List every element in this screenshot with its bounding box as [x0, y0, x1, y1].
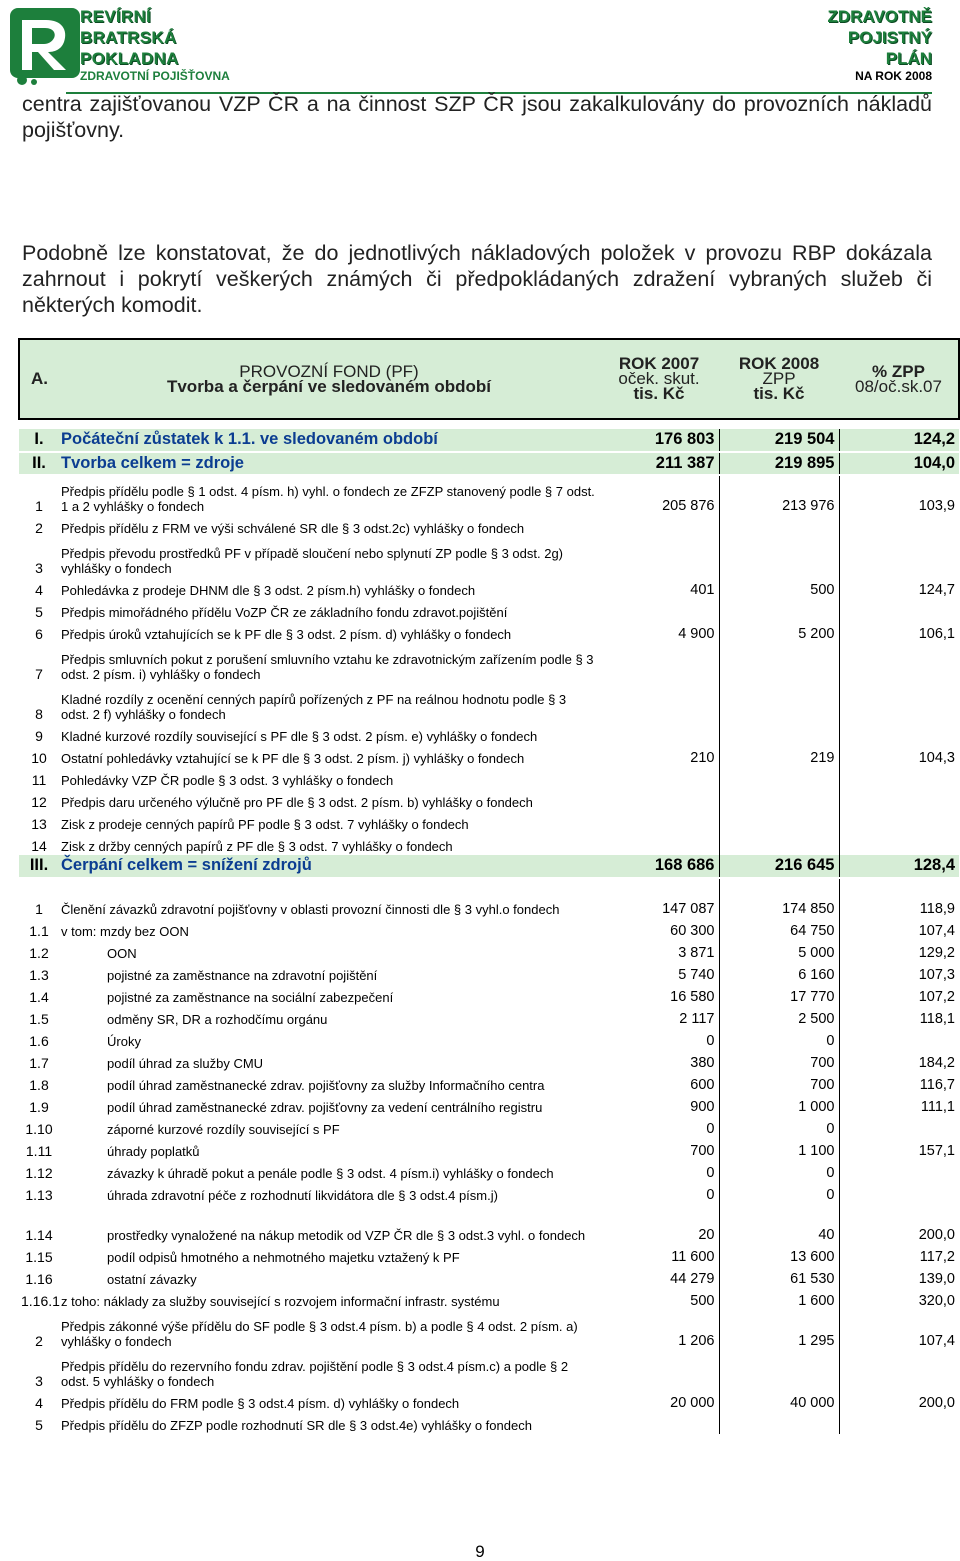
row-label: prostředky vynaložené na nákup metodik od VZP ČR dle § 3 odst.3 vyhl. o fondech: [107, 1228, 586, 1243]
table-row: [19, 811, 959, 833]
row-number: 3: [35, 1373, 43, 1389]
value-percent: [839, 789, 959, 811]
row-number: III.: [19, 855, 59, 878]
value-percent: 200,0: [839, 1204, 959, 1244]
value-2008: [719, 537, 839, 577]
row-number: 1.7: [29, 1055, 49, 1071]
value-2008: 1 100: [719, 1138, 839, 1160]
value-percent: 104,3: [839, 745, 959, 767]
value-2007: 3 871: [678, 945, 715, 961]
table-row: [19, 1350, 959, 1390]
value-percent: [839, 767, 959, 789]
row-label: záporné kurzové rozdíly související s PF: [107, 1122, 340, 1137]
table-row: [19, 767, 959, 789]
row-label: OON: [107, 946, 137, 961]
table-row: [19, 621, 959, 643]
value-2008: 219 504: [719, 429, 839, 452]
row-number: 1.4: [29, 989, 49, 1005]
value-percent: [839, 643, 959, 683]
table-row: [19, 515, 959, 537]
value-2008: [719, 789, 839, 811]
row-number: 1: [35, 498, 43, 514]
row-label: Předpis mimořádného přídělu VoZP ČR ze základního fondu zdravot.pojištění: [61, 605, 508, 620]
value-2007: 211 387: [599, 452, 719, 475]
value-2007: 16 580: [670, 989, 715, 1005]
value-2007: [599, 789, 719, 811]
value-percent: [839, 683, 959, 723]
row-label: Předpis přídělu z FRM ve výši schválené SR dle § 3 odst.2c) vyhlášky o fondech: [61, 521, 525, 536]
value-2007: 168 686: [599, 855, 719, 878]
row-number: 5: [35, 604, 43, 620]
value-2008: 5 200: [719, 621, 839, 643]
value-2007: [599, 767, 719, 789]
table-row: [19, 475, 959, 515]
row-label: Ostatní pohledávky vztahující se k PF dle § 3 odst. 2 písm. j) vyhlášky o fondech: [61, 751, 525, 766]
value-2007: 401: [690, 582, 715, 598]
value-2007: 4 900: [678, 626, 715, 642]
value-2007: 0: [706, 1033, 715, 1049]
table-row: [19, 833, 959, 855]
value-2008: 40 000: [719, 1390, 839, 1412]
table-gap: [19, 419, 959, 429]
value-2007: [599, 643, 719, 683]
value-2008: 1 000: [719, 1094, 839, 1116]
value-percent: [839, 537, 959, 577]
row-label: Předpis úroků vztahujících se k PF dle § 3 odst. 2 písm. d) vyhlášky o fondech: [61, 627, 512, 642]
paragraph-continued: centra zajišťovanou VZP ČR a na činnost SZP ČR jsou zakalkulovány do provozních nákladů pojišťovny.: [22, 92, 932, 142]
value-percent: 128,4: [839, 855, 959, 878]
row-number: I.: [19, 429, 59, 452]
row-number: 9: [35, 728, 43, 744]
row-label: Předpis převodu prostředků PF v případě sloučení nebo splynutí ZP podle § 3 odst. 2g) vyhlášky o fondech: [61, 546, 564, 576]
table-row: [19, 1390, 959, 1412]
row-number: 1: [35, 901, 43, 917]
row-label: v tom: mzdy bez OON: [61, 924, 189, 939]
value-2007: 900: [690, 1099, 715, 1115]
row-label: Předpis přídělu do rezervního fondu zdrav. pojištění podle § 3 odst.4 písm.c) a podle § 2 odst. 5 vyhlášky o fondech: [61, 1359, 569, 1389]
header-2007: ROK 2007 oček. skut. tis. Kč: [599, 339, 719, 419]
value-2008: 61 530: [719, 1266, 839, 1288]
table-row: [19, 1182, 959, 1204]
row-number: 1.1: [29, 923, 49, 939]
value-percent: 124,7: [839, 577, 959, 599]
value-percent: [839, 1028, 959, 1050]
value-2007: 176 803: [599, 429, 719, 452]
value-percent: 103,9: [839, 475, 959, 515]
row-label: Kladné rozdíly z ocenění cenných papírů pořízených z PF na reálnou hodnotu podle § 3 odst. 2 f) vyhlášky o fondech: [61, 692, 567, 722]
table-row: [19, 577, 959, 599]
value-2007: 500: [690, 1293, 715, 1309]
row-number: 1.16: [25, 1271, 53, 1287]
row-number: 1.8: [29, 1077, 49, 1093]
page-number: 9: [475, 1542, 485, 1561]
value-2007: 205 876: [662, 498, 715, 514]
value-2008: 5 000: [719, 940, 839, 962]
row-number: 11: [31, 772, 47, 788]
row-label: odměny SR, DR a rozhodčímu orgánu: [107, 1012, 328, 1027]
row-label: Pohledávka z prodeje DHNM dle § 3 odst. 2 písm.h) vyhlášky o fondech: [61, 583, 476, 598]
row-label: Předpis daru určeného výlučně pro PF dle § 3 odst. 2 písm. b) vyhlášky o fondech: [61, 795, 533, 810]
row-label: Předpis zákonné výše přídělu do SF podle § 3 odst.4 písm. b) a podle § 4 odst. 2 písm. a) vyhlášky o fondech: [61, 1319, 578, 1349]
row-label: úhrady poplatků: [107, 1144, 200, 1159]
row-label: pojistné za zaměstnance na sociální zabezpečení: [107, 990, 394, 1005]
value-2008: 2 500: [719, 1006, 839, 1028]
row-number: 1.15: [25, 1249, 53, 1265]
value-2007: 600: [690, 1077, 715, 1093]
value-percent: 111,1: [839, 1094, 959, 1116]
row-number: 1.2: [29, 945, 49, 961]
row-number: 2: [35, 520, 43, 536]
row-number: 8: [35, 706, 43, 722]
row-number: 1.14: [25, 1227, 53, 1243]
table-section-row: [19, 429, 959, 452]
value-2008: 64 750: [719, 918, 839, 940]
table-row: [19, 1138, 959, 1160]
value-2007: 380: [690, 1055, 715, 1071]
value-2007: 11 600: [671, 1249, 715, 1265]
row-label: podíl úhrad zaměstnanecké zdrav. pojišťovny za vedení centrálního registru: [107, 1100, 543, 1115]
value-2008: 1 600: [719, 1288, 839, 1310]
value-percent: 104,0: [839, 452, 959, 475]
value-percent: [839, 1160, 959, 1182]
table-row: [19, 1072, 959, 1094]
table-row: [19, 1094, 959, 1116]
value-2007: 1 206: [678, 1333, 715, 1349]
header-code: A.: [19, 339, 59, 419]
row-label: Tvorba celkem = zdroje: [59, 452, 599, 475]
row-number: 13: [31, 816, 47, 832]
value-2007: [599, 683, 719, 723]
table-row: [19, 745, 959, 767]
value-percent: [839, 1182, 959, 1204]
value-2007: 210: [690, 750, 715, 766]
value-2008: 0: [719, 1160, 839, 1182]
row-label: ostatní závazky: [107, 1272, 197, 1287]
table-row: [19, 1006, 959, 1028]
row-number: 4: [35, 582, 43, 598]
row-number: 1.3: [29, 967, 49, 983]
row-label: podíl úhrad zaměstnanecké zdrav. pojišťovny za služby Informačního centra: [107, 1078, 545, 1093]
row-label: Předpis smluvních pokut z porušení smluvního vztahu ke zdravotnickým zařízením podle § 3 odst. 2 písm. i) vyhlášky o fondech: [61, 652, 594, 682]
value-percent: [839, 833, 959, 855]
row-label: Předpis přídělu podle § 1 odst. 4 písm. h) vyhl. o fondech ze ZFZP stanovený podle § 7 odst. 1 a 2 vyhlášky o fondech: [61, 484, 595, 514]
value-2007: [599, 515, 719, 537]
value-percent: 129,2: [839, 940, 959, 962]
value-2008: 1 295: [719, 1310, 839, 1350]
value-2008: [719, 599, 839, 621]
value-2008: 219: [719, 745, 839, 767]
row-label: Členění závazků zdravotní pojišťovny v oblasti provozní činnosti dle § 3 vyhl.o fondech: [61, 902, 560, 917]
row-number: 1.12: [25, 1165, 53, 1181]
value-percent: [839, 1350, 959, 1390]
row-label: Počáteční zůstatek k 1.1. ve sledovaném období: [59, 429, 599, 452]
value-2007: 2 117: [679, 1011, 715, 1027]
value-2008: [719, 1412, 839, 1434]
row-number: 1.16.1: [21, 1293, 60, 1309]
table-row: [19, 1412, 959, 1434]
row-label: podíl úhrad za služby CMU: [107, 1056, 264, 1071]
value-2008: 500: [719, 577, 839, 599]
table-row: [19, 1266, 959, 1288]
value-2008: 40: [719, 1204, 839, 1244]
table-row: [19, 789, 959, 811]
value-2007: [599, 1412, 719, 1434]
row-number: 3: [35, 560, 43, 576]
table-row: [19, 1244, 959, 1266]
value-2007: 0: [706, 1165, 715, 1181]
header-percent: % ZPP 08/oč.sk.07: [839, 339, 959, 419]
row-label: z toho: náklady za služby související s rozvojem informační infrastr. systému: [61, 1294, 500, 1309]
value-percent: 118,1: [839, 1006, 959, 1028]
value-percent: [839, 1116, 959, 1138]
value-2008: [719, 767, 839, 789]
row-number: 6: [35, 626, 43, 642]
value-2008: 13 600: [719, 1244, 839, 1266]
row-number: 1.9: [29, 1099, 49, 1115]
table-row: [19, 1288, 959, 1310]
table-row: [19, 1204, 959, 1244]
value-percent: [839, 723, 959, 745]
value-2008: [719, 1350, 839, 1390]
header-title: PROVOZNÍ FOND (PF) Tvorba a čerpání ve sledovaném období: [59, 339, 599, 419]
row-number: 2: [35, 1333, 43, 1349]
value-2008: 0: [719, 1116, 839, 1138]
table-header: [19, 339, 959, 419]
row-number: 12: [31, 794, 47, 810]
value-2008: [719, 683, 839, 723]
row-number: 1.13: [25, 1187, 53, 1203]
table-row: [19, 643, 959, 683]
provozni-fond-table: [18, 338, 960, 1434]
plan-title: ZDRAVOTNĚ POJISTNÝ PLÁN NA ROK 2008: [827, 7, 932, 83]
value-2008: [719, 643, 839, 683]
brand-name: REVÍRNÍ BRATRSKÁ POKLADNA ZDRAVOTNÍ POJIŠŤOVNA: [80, 7, 230, 83]
value-2008: 700: [719, 1072, 839, 1094]
value-2008: 700: [719, 1050, 839, 1072]
row-number: 10: [31, 750, 47, 766]
value-2008: [719, 833, 839, 855]
table-row: [19, 962, 959, 984]
value-percent: 184,2: [839, 1050, 959, 1072]
value-2007: [599, 811, 719, 833]
row-label: úhrada zdravotní péče z rozhodnutí likvidátora dle § 3 odst.4 písm.j): [107, 1188, 498, 1203]
value-percent: 157,1: [839, 1138, 959, 1160]
value-2007: 20: [698, 1227, 715, 1243]
table-row: [19, 683, 959, 723]
row-label: podíl odpisů hmotného a nehmotného majetku vztažený k PF: [107, 1250, 460, 1265]
table-row: [19, 918, 959, 940]
value-percent: 117,2: [839, 1244, 959, 1266]
value-percent: 124,2: [839, 429, 959, 452]
row-number: 1.5: [29, 1011, 49, 1027]
value-2008: 216 645: [719, 855, 839, 878]
value-percent: 107,2: [839, 984, 959, 1006]
value-percent: [839, 599, 959, 621]
table-row: [19, 599, 959, 621]
row-label: závazky k úhradě pokut a penále podle § 3 odst. 4 písm.i) vyhlášky o fondech: [107, 1166, 554, 1181]
value-2008: 174 850: [719, 878, 839, 918]
value-2007: 700: [690, 1143, 715, 1159]
value-2007: [599, 723, 719, 745]
value-2007: [599, 537, 719, 577]
value-2007: 20 000: [670, 1395, 715, 1411]
row-label: Zisk z držby cenných papírů z PF dle § 3 odst. 7 vyhlášky o fondech: [61, 839, 453, 854]
value-2008: 0: [719, 1028, 839, 1050]
row-label: pojistné za zaměstnance na zdravotní pojištění: [107, 968, 378, 983]
row-number: 5: [35, 1417, 43, 1433]
row-number: 1.11: [25, 1143, 53, 1159]
row-number: II.: [19, 452, 59, 475]
value-2007: 44 279: [670, 1271, 715, 1287]
value-percent: 107,4: [839, 918, 959, 940]
row-label: Kladné kurzové rozdíly související s PF dle § 3 odst. 2 písm. e) vyhlášky o fondech: [61, 729, 538, 744]
value-2007: [599, 599, 719, 621]
value-2007: 147 087: [662, 901, 715, 917]
value-2008: 219 895: [719, 452, 839, 475]
value-percent: 107,4: [839, 1310, 959, 1350]
value-2008: [719, 723, 839, 745]
header-2008: ROK 2008 ZPP tis. Kč: [719, 339, 839, 419]
value-percent: [839, 1412, 959, 1434]
value-percent: 139,0: [839, 1266, 959, 1288]
table-row: [19, 537, 959, 577]
table-row: [19, 940, 959, 962]
table-row: [19, 1050, 959, 1072]
value-2008: 0: [719, 1182, 839, 1204]
value-2007: [599, 833, 719, 855]
value-2007: 60 300: [670, 923, 715, 939]
value-2007: [599, 1350, 719, 1390]
value-percent: [839, 811, 959, 833]
value-2007: 0: [706, 1121, 715, 1137]
table-row: [19, 878, 959, 918]
row-number: 4: [35, 1395, 43, 1411]
value-2008: 6 160: [719, 962, 839, 984]
row-label: Předpis přídělu do FRM podle § 3 odst.4 písm. d) vyhlášky o fondech: [61, 1396, 460, 1411]
row-label: Předpis přídělu do ZFZP podle rozhodnutí SR dle § 3 odst.4e) vyhlášky o fondech: [61, 1418, 532, 1433]
table-row: [19, 1116, 959, 1138]
value-percent: 200,0: [839, 1390, 959, 1412]
row-label: Úroky: [107, 1034, 141, 1049]
rbp-logo-icon: [8, 6, 82, 86]
value-2007: 5 740: [678, 967, 715, 983]
value-2008: 17 770: [719, 984, 839, 1006]
value-2008: 213 976: [719, 475, 839, 515]
page-header: [0, 0, 960, 92]
row-number: 1.6: [29, 1033, 49, 1049]
row-label: Zisk z prodeje cenných papírů PF podle § 3 odst. 7 vyhlášky o fondech: [61, 817, 469, 832]
row-number: 1.10: [25, 1121, 53, 1137]
table-section-row: [19, 855, 959, 878]
table-row: [19, 723, 959, 745]
value-percent: 106,1: [839, 621, 959, 643]
value-percent: [839, 515, 959, 537]
table-row: [19, 1310, 959, 1350]
row-number: 7: [35, 666, 43, 682]
value-percent: 107,3: [839, 962, 959, 984]
paragraph-konstatovat: Podobně lze konstatovat, že do jednotlivých nákladových položek v provozu RBP dokázala zahrnout i pokrytí veškerých známých či předpokládaných zdražení vybraných služeb či některých komodit.: [22, 241, 932, 317]
table-row: [19, 1028, 959, 1050]
value-percent: 320,0: [839, 1288, 959, 1310]
value-2007: 0: [706, 1187, 715, 1203]
value-2008: [719, 515, 839, 537]
table-row: [19, 1160, 959, 1182]
value-percent: 116,7: [839, 1072, 959, 1094]
value-2008: [719, 811, 839, 833]
row-number: 14: [31, 838, 47, 854]
row-label: Pohledávky VZP ČR podle § 3 odst. 3 vyhlášky o fondech: [61, 773, 394, 788]
value-percent: 118,9: [839, 878, 959, 918]
table-section-row: [19, 452, 959, 475]
row-label: Čerpání celkem = snížení zdrojů: [59, 855, 599, 878]
table-row: [19, 984, 959, 1006]
